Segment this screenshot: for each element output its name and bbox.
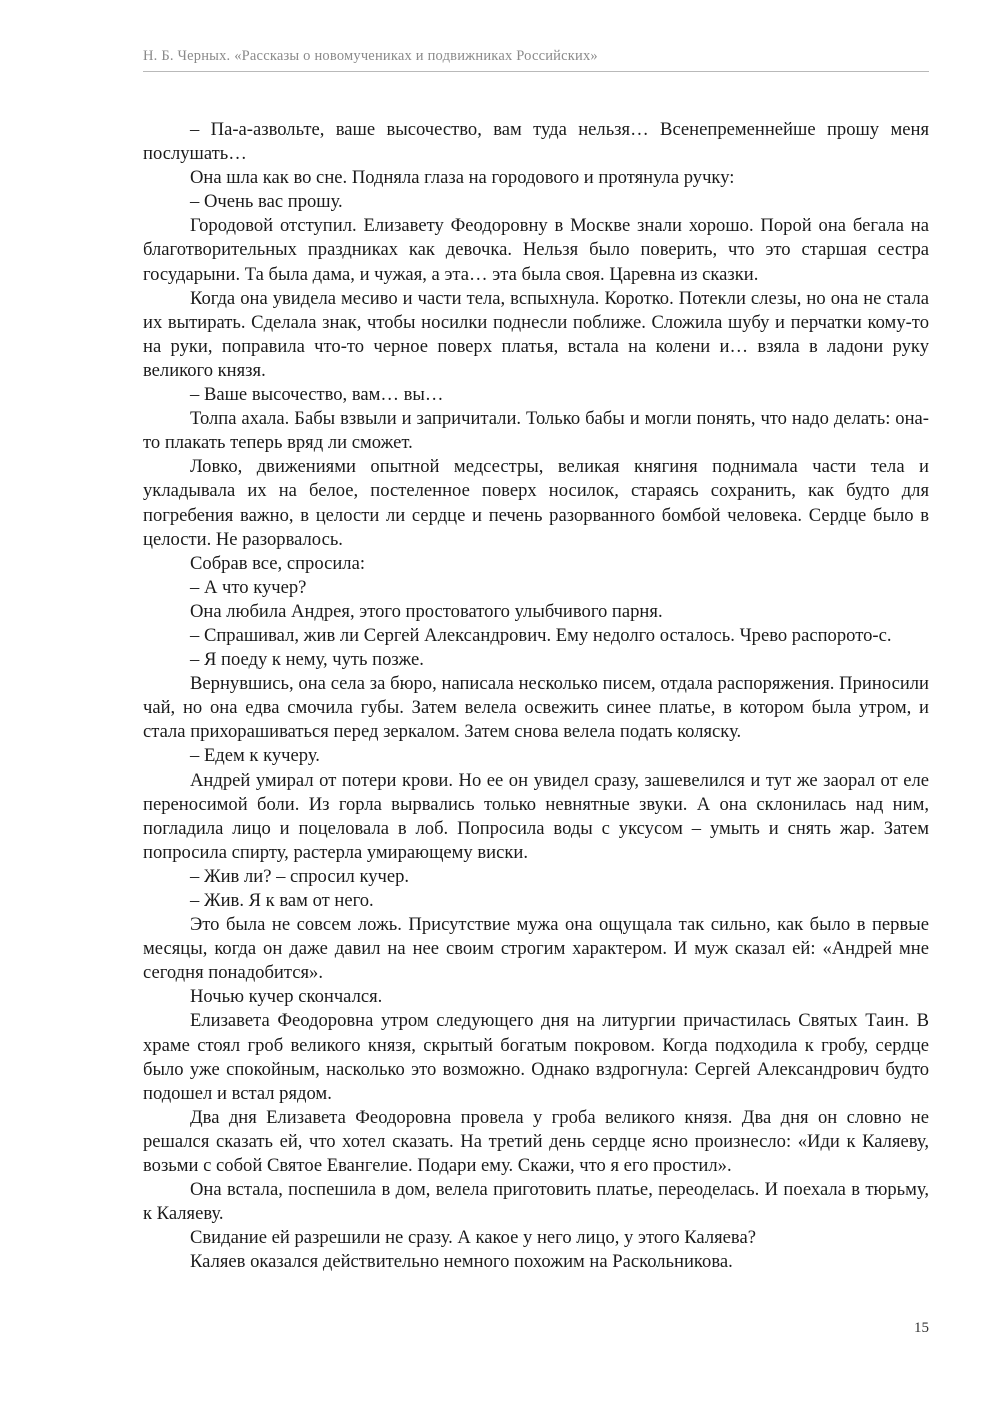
paragraph: Андрей умирал от потери крови. Но ее он увидел сразу, зашевелился и тут же заорал от еле переносимой боли. Из горла вырвались только невнятные звуки. А она склонилась над ним, погладила лицо и поцеловала в лоб. Попросила воды с уксусом – умыть и снять жар. Затем попросила спирту, растерла умирающему виски. xyxy=(143,769,929,863)
body-text xyxy=(143,118,929,1275)
paragraph: Ночью кучер скончался. xyxy=(190,986,383,1008)
paragraph: Елизавета Феодоровна утром следующего дня на литургии причастилась Святых Таин. В храме стоял гроб великого князя, скрытый богатым покровом. Когда подходила к гробу, сердце было уже спокойным, насколько это возможно. Однако вздрогнула: Сергей Александрович будто подошел и встал рядом. xyxy=(143,1010,929,1104)
paragraph: Два дня Елизавета Феодоровна провела у гроба великого князя. Два дня он словно не решался сказать ей, что хотел сказать. На третий день сердце ясно произнесло: «Иди к Каляеву, возьми с собой Святое Евангелие. Подари ему. Скажи, что я его простил». xyxy=(143,1106,929,1177)
paragraph: Ловко, движениями опытной медсестры, великая княгиня поднимала части тела и укладывала их на белое, постеленное поверх носилок, стараясь сохранить, как будто для погребения важно, в целости ли сердце и печень разорванного бомбой человека. Сердце было в целости. Не разорвалось. xyxy=(143,456,929,550)
paragraph: Это была не совсем ложь. Присутствие мужа она ощущала так сильно, как было в первые месяцы, когда он даже давил на нее своим строгим характером. И муж сказал ей: «Андрей мне сегодня понадобится». xyxy=(143,914,929,984)
paragraph: – Жив. Я к вам от него. xyxy=(190,890,374,911)
paragraph: Она встала, поспешила в дом, велела приготовить платье, переоделась. И поехала в тюрьму, к Каляеву. xyxy=(143,1179,929,1225)
running-header: Н. Б. Черных. «Рассказы о новомучениках и подвижниках Российских» xyxy=(143,48,598,64)
paragraph: Вернувшись, она села за бюро, написала несколько писем, отдала распоряжения. Приносили чай, но она едва смочила губы. Затем велела освежить синее платье, в котором была утром, и стала прихорашиваться перед зеркалом. Затем снова велела подать коляску. xyxy=(143,673,929,743)
paragraph: Она любила Андрея, этого простоватого улыбчивого парня. xyxy=(190,600,663,622)
paragraph: – Па-а-азвольте, ваше высочество, вам туда нельзя… Всенепременнейше прошу меня послушать… xyxy=(143,119,929,165)
paragraph: – Спрашивал, жив ли Сергей Александрович. Ему недолго осталось. Чрево распорото-с. xyxy=(190,624,892,646)
paragraph: Толпа ахала. Бабы взвыли и запричитали. Только бабы и могли понять, что надо делать: она-то плакать теперь вряд ли сможет. xyxy=(143,408,929,454)
paragraph: Каляев оказался действительно немного похожим на Раскольникова. xyxy=(190,1251,733,1273)
paragraph: – Ваше высочество, вам… вы… xyxy=(190,384,444,406)
paragraph: – А что кучер? xyxy=(190,576,307,598)
paragraph: – Едем к кучеру. xyxy=(190,745,320,767)
paragraph: Когда она увидела месиво и части тела, вспыхнула. Коротко. Потекли слезы, но она не стала их вытирать. Сделала знак, чтобы носилки поднесли поближе. Сложила шубу и перчатки кому-то на руки, поправила что-то черное поверх платья, встала на колени и… взяла в ладони руку великого князя. xyxy=(143,287,929,381)
paragraph: – Очень вас прошу. xyxy=(190,191,343,213)
page-number: 15 xyxy=(914,1320,929,1336)
header-divider xyxy=(143,71,929,72)
paragraph: – Жив ли? – спросил кучер. xyxy=(190,865,410,887)
paragraph: Городовой отступил. Елизавету Феодоровну в Москве знали хорошо. Порой она бегала на благотворительных праздниках как девочка. Нельзя было поверить, что это старшая сестра государыни. Та была дама, и чужая, а эта… эта была своя. Царевна из сказки. xyxy=(143,215,929,285)
paragraph: – Я поеду к нему, чуть позже. xyxy=(190,649,424,671)
paragraph: Она шла как во сне. Подняла глаза на городового и протянула ручку: xyxy=(190,167,735,189)
paragraph: Свидание ей разрешили не сразу. А какое у него лицо, у этого Каляева? xyxy=(190,1227,756,1249)
paragraph: Собрав все, спросила: xyxy=(190,552,365,574)
